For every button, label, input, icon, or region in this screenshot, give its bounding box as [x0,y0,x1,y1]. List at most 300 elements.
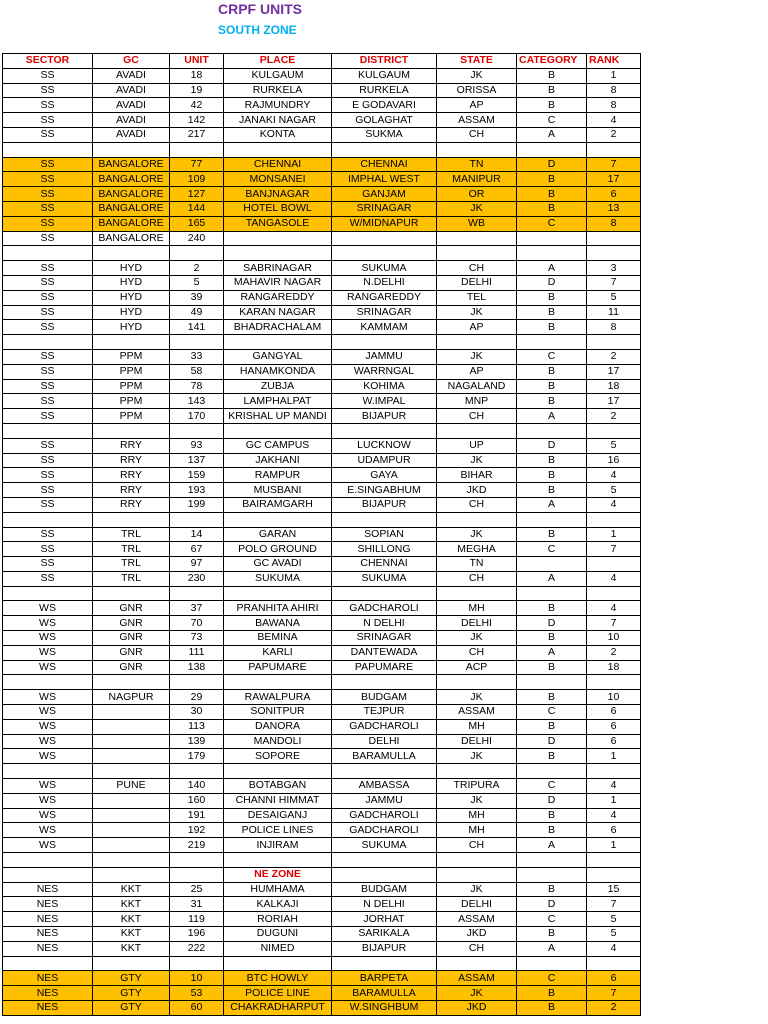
cell-gc: RRY [93,468,170,483]
cell-unit: 193 [170,483,224,498]
cell-sector: SS [3,83,93,98]
cell-category: B [517,749,587,764]
cell-gc: NAGPUR [93,690,170,705]
cell-place: SONITPUR [224,705,332,720]
cell-sector: SS [3,187,93,202]
empty-cell [437,867,517,882]
cell-place: RANGAREDDY [224,290,332,305]
cell-sector: WS [3,779,93,794]
cell-state: AP [437,320,517,335]
cell-sector: SS [3,157,93,172]
cell-category: D [517,616,587,631]
cell-rank: 17 [587,364,641,379]
empty-cell [587,867,641,882]
table-row [3,409,641,424]
empty-cell [587,586,641,601]
empty-cell [517,246,587,261]
cell-district: JAMMU [332,349,437,364]
cell-place: HOTEL BOWL [224,201,332,216]
cell-state: TRIPURA [437,779,517,794]
cell-state: JK [437,68,517,83]
cell-sector: NES [3,941,93,956]
cell-sector: WS [3,631,93,646]
cell-gc: AVADI [93,113,170,128]
table-row [3,897,641,912]
cell-gc: TRL [93,527,170,542]
cell-rank: 2 [587,349,641,364]
table-spacer-row [3,423,641,438]
empty-cell [170,423,224,438]
cell-gc [93,705,170,720]
empty-cell [437,246,517,261]
cell-district: BIJAPUR [332,497,437,512]
cell-unit: 159 [170,468,224,483]
cell-state: MH [437,601,517,616]
cell-category [517,557,587,572]
cell-state: UP [437,438,517,453]
cell-gc: HYD [93,320,170,335]
cell-category: B [517,882,587,897]
cell-place: BANJNAGAR [224,187,332,202]
cell-place: GANGYAL [224,349,332,364]
cell-state: CH [437,838,517,853]
cell-place: PAPUMARE [224,660,332,675]
cell-sector: NES [3,882,93,897]
cell-rank: 13 [587,201,641,216]
cell-category: B [517,690,587,705]
table-row [3,497,641,512]
empty-cell [437,764,517,779]
cell-sector: SS [3,453,93,468]
cell-sector: SS [3,364,93,379]
cell-place: KARLI [224,645,332,660]
cell-gc: AVADI [93,98,170,113]
cell-category: B [517,601,587,616]
empty-cell [517,675,587,690]
empty-cell [517,853,587,868]
cell-rank: 16 [587,453,641,468]
cell-district: GADCHAROLI [332,808,437,823]
cell-gc: HYD [93,290,170,305]
cell-category: B [517,172,587,187]
cell-unit: 165 [170,216,224,231]
cell-unit: 60 [170,1001,224,1016]
cell-gc [93,749,170,764]
table-row [3,941,641,956]
cell-rank: 8 [587,98,641,113]
cell-district: RANGAREDDY [332,290,437,305]
cell-district: BUDGAM [332,882,437,897]
cell-district: W.IMPAL [332,394,437,409]
cell-category: B [517,453,587,468]
cell-unit: 58 [170,364,224,379]
cell-category: A [517,645,587,660]
cell-unit: 141 [170,320,224,335]
cell-unit: 137 [170,453,224,468]
table-row [3,912,641,927]
cell-state: ASSAM [437,705,517,720]
table-row [3,438,641,453]
table-row [3,779,641,794]
table-header-row [3,54,641,69]
cell-sector: SS [3,557,93,572]
cell-rank: 6 [587,719,641,734]
cell-place: BAWANA [224,616,332,631]
cell-gc: GNR [93,616,170,631]
cell-unit: 139 [170,734,224,749]
cell-sector: SS [3,216,93,231]
cell-sector: SS [3,320,93,335]
cell-unit: 97 [170,557,224,572]
cell-gc: KKT [93,882,170,897]
cell-unit: 37 [170,601,224,616]
cell-rank: 4 [587,113,641,128]
cell-place: HANAMKONDA [224,364,332,379]
cell-rank: 8 [587,216,641,231]
cell-category: D [517,793,587,808]
cell-place: BTC HOWLY [224,971,332,986]
empty-cell [437,586,517,601]
table-row [3,616,641,631]
cell-sector: SS [3,98,93,113]
cell-gc: RRY [93,438,170,453]
cell-sector: SS [3,305,93,320]
empty-cell [332,423,437,438]
cell-place: RORIAH [224,912,332,927]
cell-gc [93,719,170,734]
table-spacer-row [3,335,641,350]
cell-rank: 1 [587,68,641,83]
cell-place: POLICE LINES [224,823,332,838]
cell-place: TANGASOLE [224,216,332,231]
column-header-category: CATEGORY [517,54,587,69]
empty-cell [224,675,332,690]
cell-unit: 39 [170,290,224,305]
cell-gc: RRY [93,483,170,498]
column-header-sector: SECTOR [3,54,93,69]
cell-district: AMBASSA [332,779,437,794]
empty-cell [332,675,437,690]
cell-district: CHENNAI [332,157,437,172]
cell-category: B [517,290,587,305]
empty-cell [587,423,641,438]
cell-sector: SS [3,172,93,187]
empty-cell [170,867,224,882]
empty-cell [437,423,517,438]
empty-cell [587,853,641,868]
cell-unit: 77 [170,157,224,172]
cell-district: JAMMU [332,793,437,808]
cell-place [224,231,332,246]
column-header-state: STATE [437,54,517,69]
table-row [3,705,641,720]
empty-cell [437,142,517,157]
empty-cell [517,423,587,438]
empty-cell [224,956,332,971]
table-spacer-row [3,512,641,527]
empty-cell [93,142,170,157]
table-row [3,320,641,335]
cell-sector: WS [3,660,93,675]
units-table [2,53,641,1016]
empty-cell [93,675,170,690]
empty-cell [93,423,170,438]
cell-unit: 222 [170,941,224,956]
cell-gc [93,734,170,749]
cell-category: B [517,527,587,542]
cell-place: RAWALPURA [224,690,332,705]
table-row [3,823,641,838]
table-row [3,557,641,572]
cell-sector: NES [3,912,93,927]
cell-rank: 7 [587,986,641,1001]
cell-state: MEGHA [437,542,517,557]
cell-category: D [517,275,587,290]
cell-place: KARAN NAGAR [224,305,332,320]
cell-rank: 17 [587,394,641,409]
cell-state: CH [437,261,517,276]
cell-state: CH [437,497,517,512]
empty-cell [93,867,170,882]
cell-place: POLO GROUND [224,542,332,557]
cell-rank: 8 [587,320,641,335]
cell-district: IMPHAL WEST [332,172,437,187]
empty-cell [93,335,170,350]
cell-gc: GTY [93,971,170,986]
empty-cell [517,512,587,527]
table-row [3,275,641,290]
empty-cell [587,764,641,779]
empty-cell [3,246,93,261]
empty-cell [3,512,93,527]
cell-place: MUSBANI [224,483,332,498]
cell-state: MANIPUR [437,172,517,187]
table-row [3,838,641,853]
cell-place: BOTABGAN [224,779,332,794]
cell-district [332,231,437,246]
cell-district: GADCHAROLI [332,719,437,734]
cell-place: RURKELA [224,83,332,98]
cell-district: GOLAGHAT [332,113,437,128]
empty-cell [170,142,224,157]
empty-cell [587,512,641,527]
empty-cell [3,867,93,882]
cell-unit: 14 [170,527,224,542]
cell-unit: 140 [170,779,224,794]
cell-place: CHANNI HIMMAT [224,793,332,808]
table-row [3,394,641,409]
cell-state: MH [437,808,517,823]
cell-rank: 5 [587,927,641,942]
empty-cell [3,675,93,690]
cell-category: C [517,971,587,986]
empty-cell [93,512,170,527]
cell-gc: AVADI [93,127,170,142]
cell-place: RAMPUR [224,468,332,483]
table-row [3,68,641,83]
empty-cell [517,586,587,601]
table-row [3,261,641,276]
cell-rank: 18 [587,660,641,675]
empty-cell [3,142,93,157]
cell-sector: SS [3,275,93,290]
cell-state: JK [437,631,517,646]
cell-rank: 4 [587,497,641,512]
table-row [3,364,641,379]
cell-category: C [517,542,587,557]
cell-gc: GNR [93,645,170,660]
cell-district: RURKELA [332,83,437,98]
cell-unit: 170 [170,409,224,424]
cell-gc: BANGALORE [93,201,170,216]
cell-unit: 19 [170,83,224,98]
cell-gc: TRL [93,557,170,572]
table-row [3,571,641,586]
cell-state: JK [437,690,517,705]
cell-sector: WS [3,690,93,705]
empty-cell [93,956,170,971]
cell-place: BAIRAMGARH [224,497,332,512]
cell-category: C [517,705,587,720]
cell-district: JORHAT [332,912,437,927]
cell-category: B [517,660,587,675]
cell-sector: SS [3,231,93,246]
cell-gc: PPM [93,364,170,379]
cell-place: LAMPHALPAT [224,394,332,409]
cell-gc: BANGALORE [93,231,170,246]
cell-rank: 2 [587,1001,641,1016]
cell-unit: 42 [170,98,224,113]
cell-rank: 7 [587,542,641,557]
column-header-rank: RANK [587,54,641,69]
cell-gc: KKT [93,912,170,927]
table-row [3,660,641,675]
cell-rank: 4 [587,468,641,483]
empty-cell [170,512,224,527]
cell-sector: NES [3,1001,93,1016]
cell-rank: 3 [587,261,641,276]
cell-rank: 6 [587,705,641,720]
cell-district: SUKUMA [332,838,437,853]
cell-gc: GNR [93,601,170,616]
cell-place: SUKUMA [224,571,332,586]
cell-district: GAYA [332,468,437,483]
cell-unit: 29 [170,690,224,705]
cell-sector: WS [3,645,93,660]
empty-cell [437,335,517,350]
cell-sector: WS [3,601,93,616]
cell-district: PAPUMARE [332,660,437,675]
cell-district: SRINAGAR [332,201,437,216]
cell-unit: 73 [170,631,224,646]
cell-state: JK [437,986,517,1001]
table-row [3,645,641,660]
cell-sector: NES [3,971,93,986]
column-header-unit: UNIT [170,54,224,69]
cell-category: B [517,394,587,409]
cell-rank: 6 [587,187,641,202]
empty-cell [93,853,170,868]
cell-district: DELHI [332,734,437,749]
cell-category: A [517,497,587,512]
cell-rank: 1 [587,749,641,764]
cell-place: CHENNAI [224,157,332,172]
cell-district: SUKMA [332,127,437,142]
cell-gc: HYD [93,261,170,276]
empty-cell [224,246,332,261]
cell-district: SUKUMA [332,571,437,586]
cell-state: JK [437,882,517,897]
cell-rank: 7 [587,897,641,912]
cell-category: A [517,571,587,586]
cell-unit: 230 [170,571,224,586]
cell-category: D [517,438,587,453]
cell-district: KAMMAM [332,320,437,335]
empty-cell [517,956,587,971]
table-row [3,157,641,172]
cell-state: CH [437,127,517,142]
cell-state: DELHI [437,275,517,290]
cell-category: D [517,897,587,912]
cell-gc: TRL [93,571,170,586]
empty-cell [224,423,332,438]
cell-place: KULGAUM [224,68,332,83]
cell-category: B [517,483,587,498]
empty-cell [170,335,224,350]
cell-category: B [517,98,587,113]
cell-unit: 138 [170,660,224,675]
table-row [3,927,641,942]
cell-unit: 31 [170,897,224,912]
cell-category: B [517,68,587,83]
empty-cell [224,586,332,601]
empty-cell [3,335,93,350]
cell-rank: 5 [587,483,641,498]
cell-place: DANORA [224,719,332,734]
column-header-gc: GC [93,54,170,69]
empty-cell [587,335,641,350]
cell-unit: 33 [170,349,224,364]
empty-cell [437,512,517,527]
table-row [3,113,641,128]
cell-state: CH [437,645,517,660]
table-row [3,172,641,187]
cell-state: TEL [437,290,517,305]
cell-sector: SS [3,201,93,216]
empty-cell [170,675,224,690]
cell-gc: HYD [93,275,170,290]
empty-cell [437,853,517,868]
cell-state: MNP [437,394,517,409]
cell-place: PRANHITA AHIRI [224,601,332,616]
cell-gc: KKT [93,927,170,942]
empty-cell [3,956,93,971]
cell-category: C [517,779,587,794]
empty-cell [93,586,170,601]
empty-cell [332,586,437,601]
cell-state: ASSAM [437,971,517,986]
cell-unit: 70 [170,616,224,631]
empty-cell [224,853,332,868]
cell-sector: NES [3,986,93,1001]
table-row [3,379,641,394]
cell-district: UDAMPUR [332,453,437,468]
table-row [3,986,641,1001]
cell-sector: SS [3,113,93,128]
cell-district: BUDGAM [332,690,437,705]
cell-category: B [517,364,587,379]
cell-state: WB [437,216,517,231]
